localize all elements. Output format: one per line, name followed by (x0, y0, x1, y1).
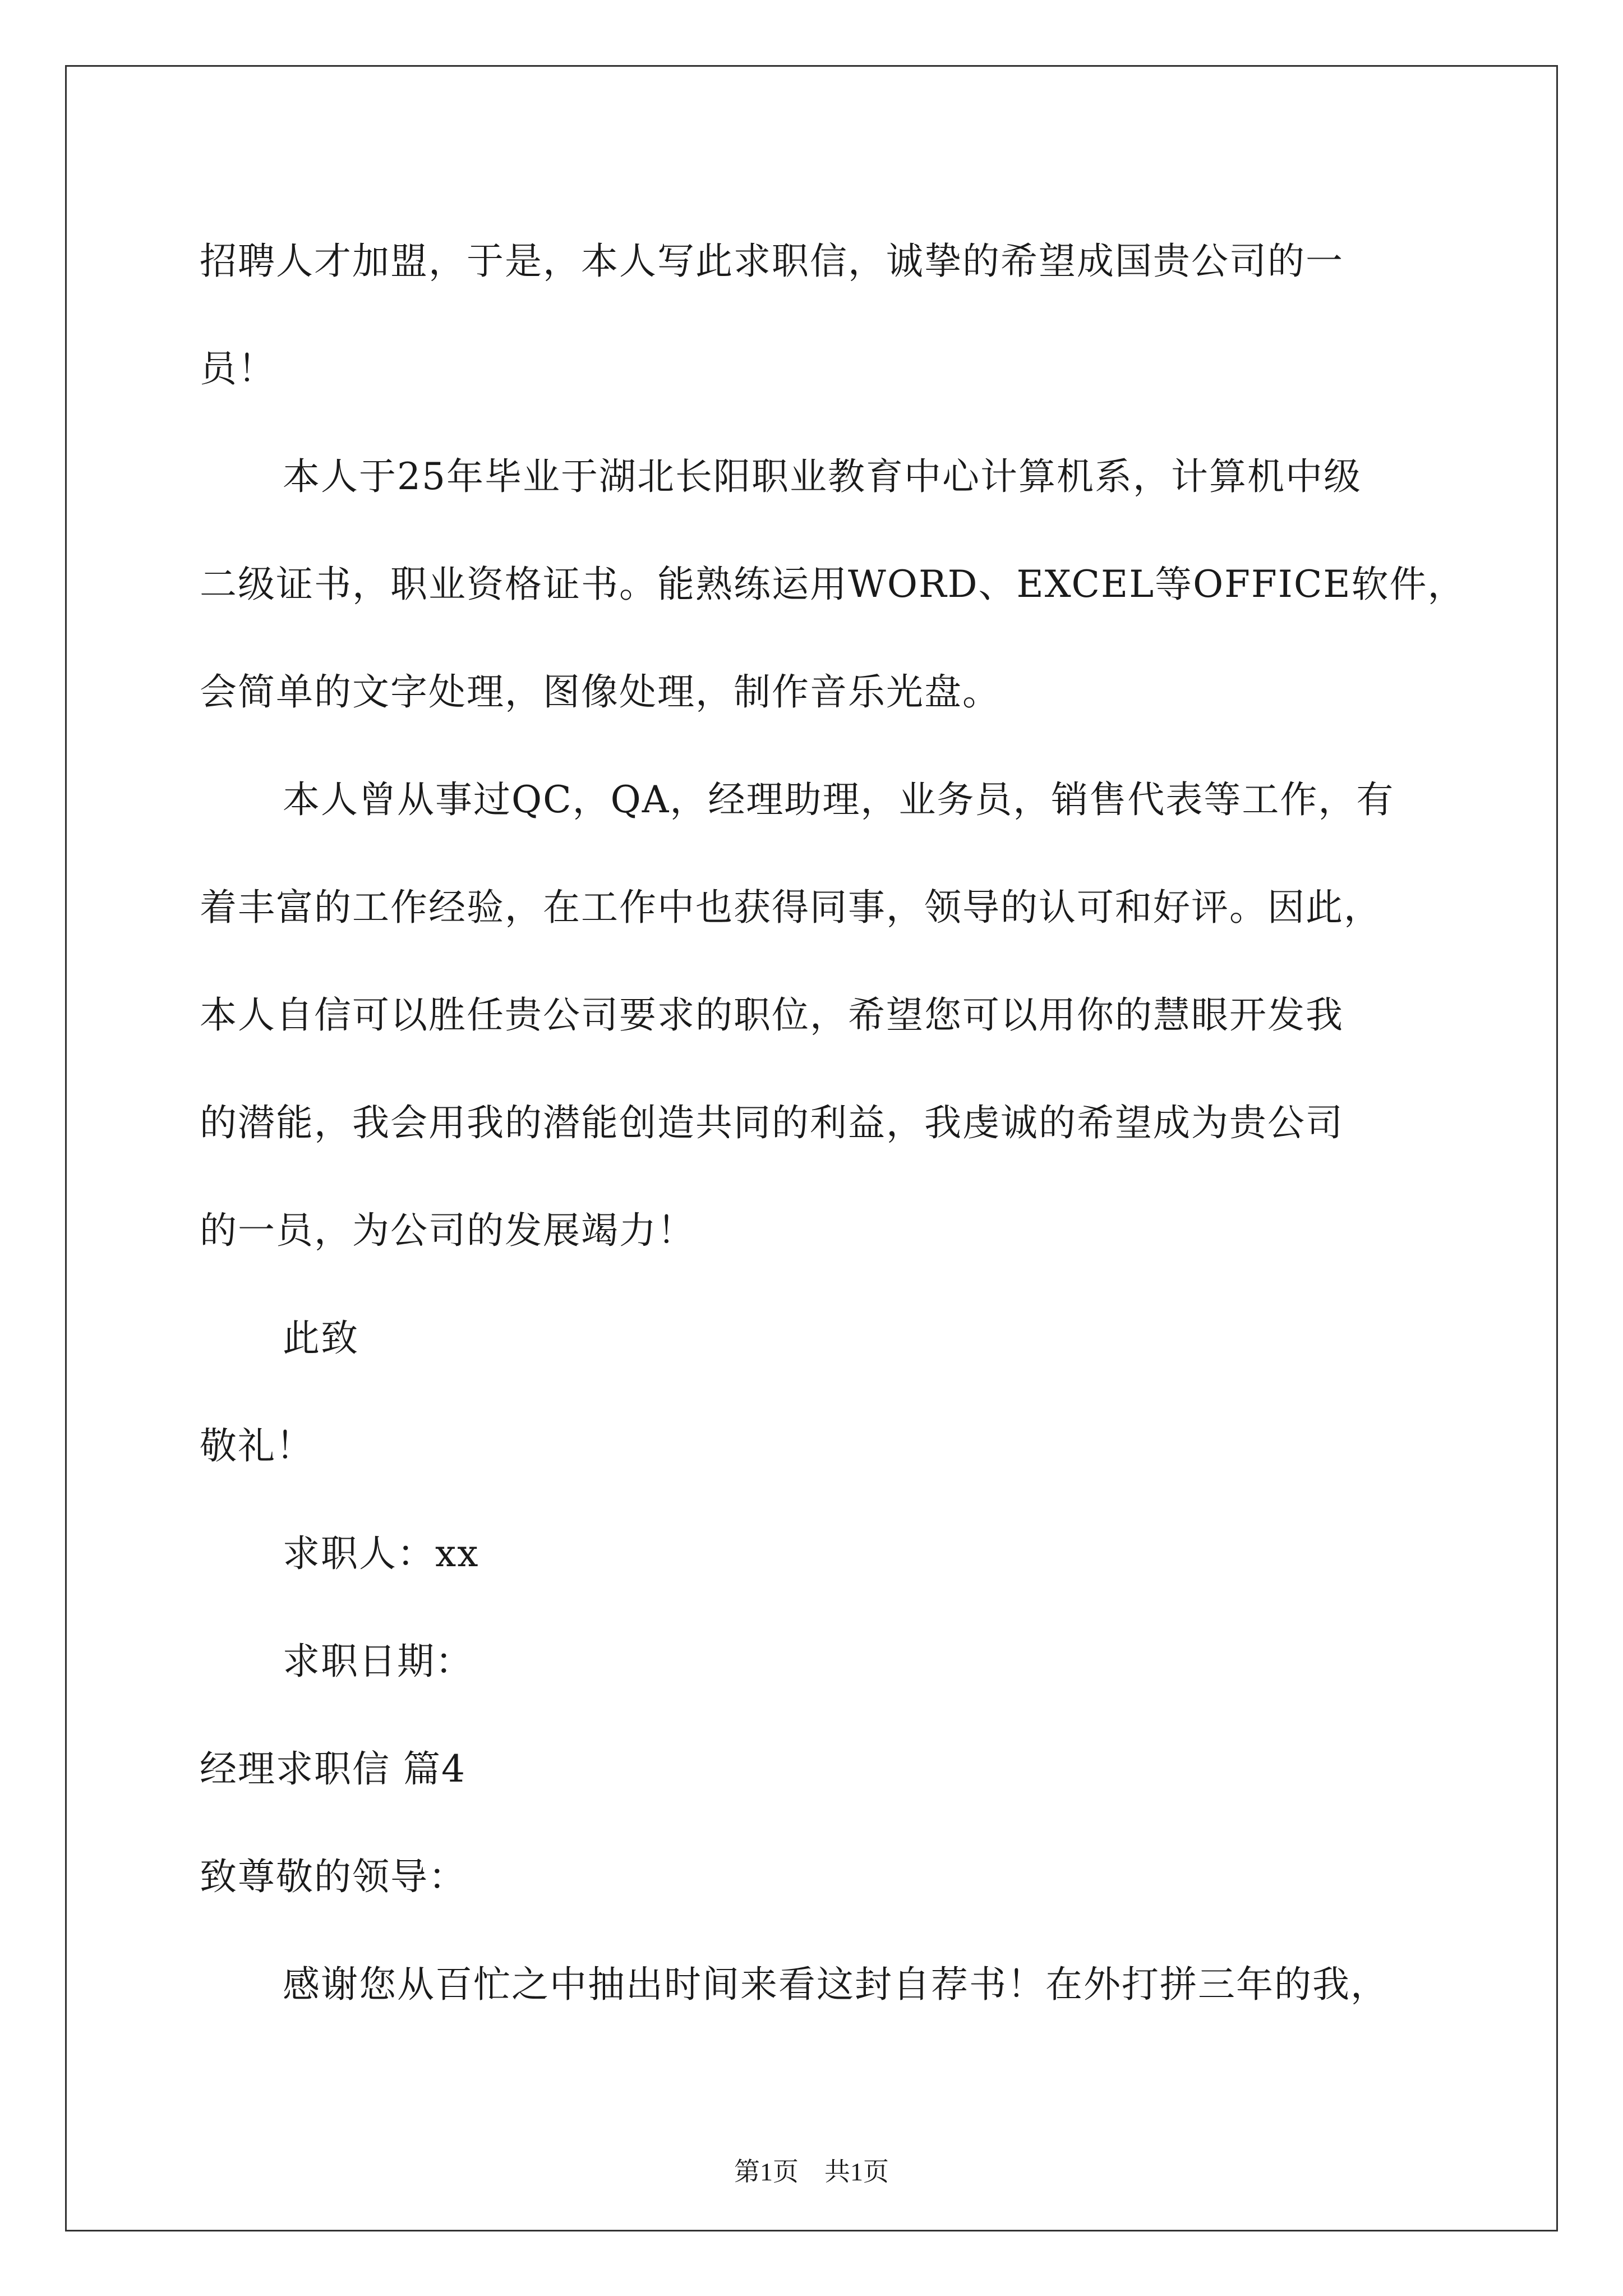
text-line: 员！ (200, 347, 276, 390)
text-line: 的潜能，我会用我的潜能创造共同的利益，我虔诚的希望成为贵公司 (200, 1101, 1344, 1144)
applicant-line: 求职人：xx (283, 1532, 479, 1575)
section-heading: 经理求职信 篇4 (200, 1747, 466, 1791)
text-line: 招聘人才加盟，于是，本人写此求职信，诚挚的希望成国贵公司的一 (200, 240, 1344, 283)
greeting-line: 致尊敬的领导： (200, 1855, 467, 1898)
date-line: 求职日期： (283, 1640, 473, 1683)
document-body (200, 208, 1466, 2039)
closing-line: 此致 (283, 1317, 359, 1360)
text-line: 的一员，为公司的发展竭力！ (200, 1209, 695, 1252)
text-line: 本人于25年毕业于湖北长阳职业教育中心计算机系，计算机中级 (283, 455, 1362, 498)
text-line: 着丰富的工作经验，在工作中也获得同事，领导的认可和好评。因此， (200, 886, 1382, 929)
text-line: 感谢您从百忙之中抽出时间来看这封自荐书！在外打拼三年的我， (283, 1963, 1389, 2006)
text-line: 本人曾从事过QC，QA，经理助理，业务员，销售代表等工作，有 (283, 778, 1395, 821)
text-line: 会简单的文字处理，图像处理，制作音乐光盘。 (200, 670, 1000, 714)
text-line: 二级证书，职业资格证书。能熟练运用WORD、EXCEL等OFFICE软件， (200, 563, 1466, 606)
page-footer: 第1页 共1页 (734, 2157, 889, 2186)
text-line: 本人自信可以胜任贵公司要求的职位，希望您可以用你的慧眼开发我 (200, 993, 1344, 1037)
salutation-line: 敬礼！ (200, 1424, 314, 1467)
